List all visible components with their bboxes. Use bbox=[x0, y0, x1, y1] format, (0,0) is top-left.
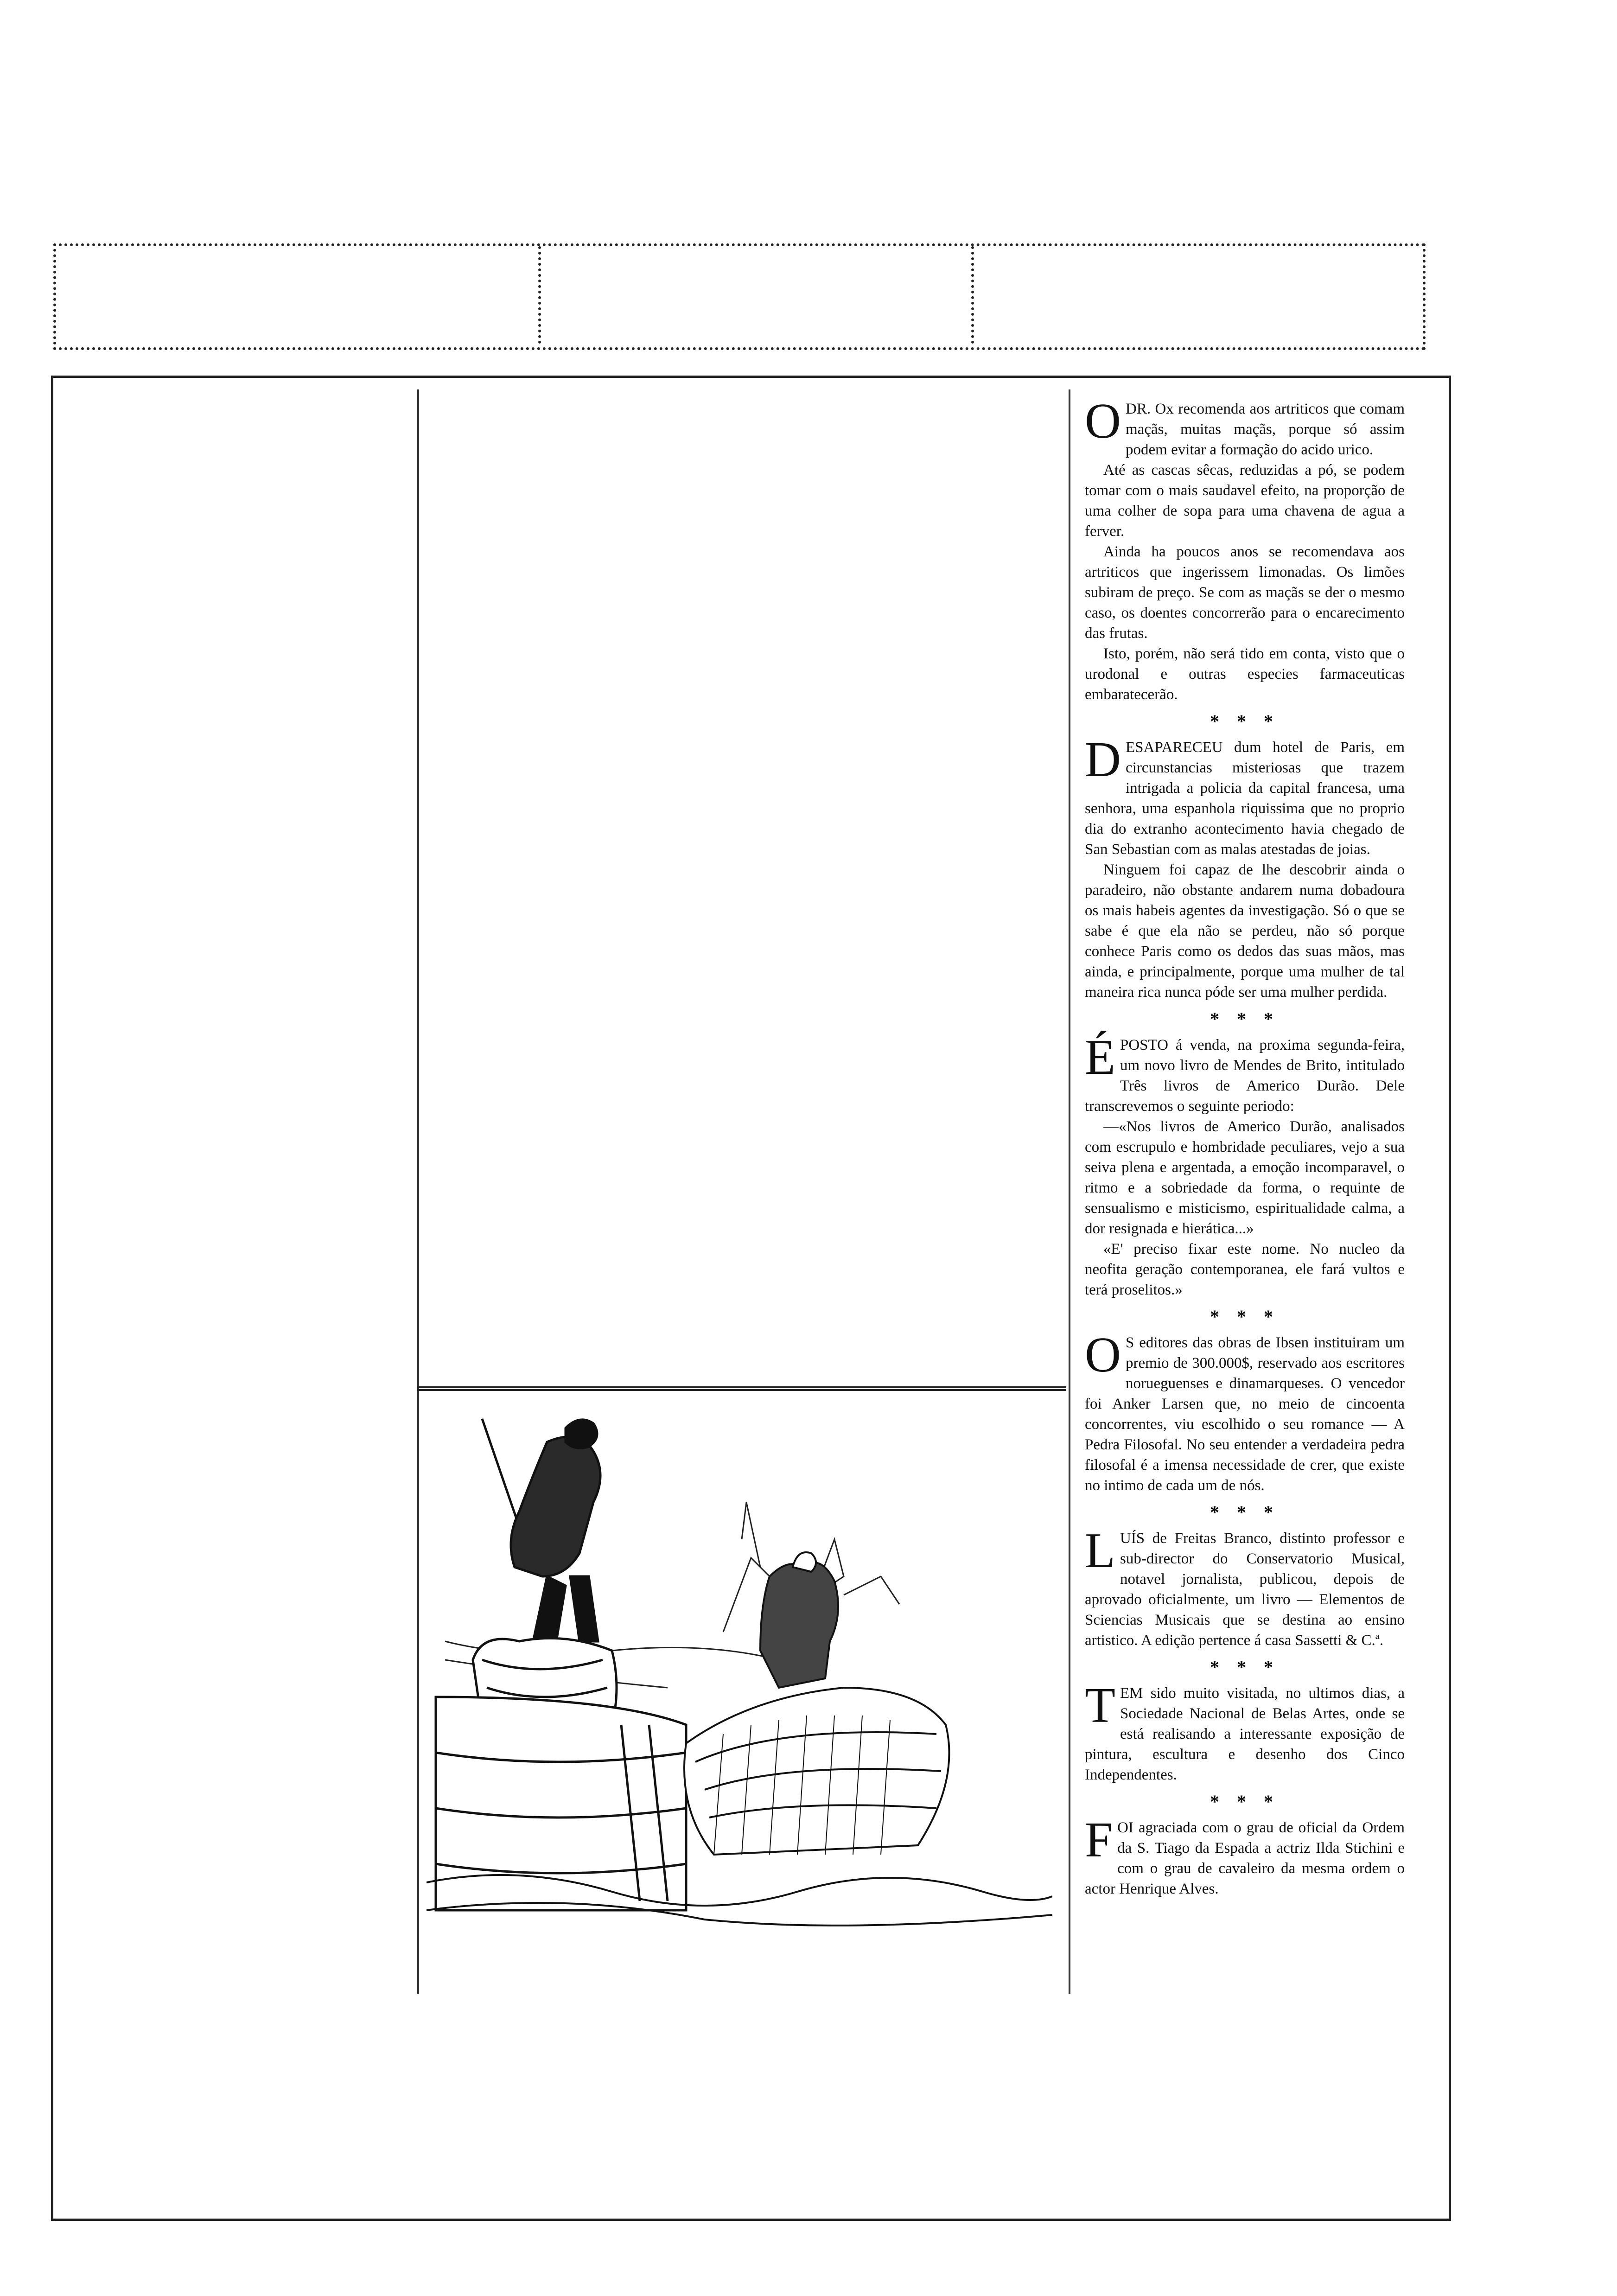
section-separator: * * * bbox=[1210, 1791, 1280, 1812]
section-rule bbox=[417, 1386, 1066, 1391]
column-paragraph bbox=[1085, 1239, 1405, 1300]
paragraph-text: EM sido muito visitada, no ultimos dias, a Sociedade Nacional de Belas Artes, onde se está realisando a interessante exposição de pintura, escultura e desenho dos Cinco Independentes. bbox=[1085, 1685, 1405, 1783]
column-paragraph bbox=[1085, 644, 1405, 705]
paragraph-text: —«Nos livros de Americo Durão, analisados com escrupulo e hombridade peculiares, vejo a sua seiva plena e argentada, a emoção incomparavel, o ritmo e a sobriedade da forma, o requinte de sensualismo e misticismo, espiritualidade calma, a dor resignada e hierática...» bbox=[1085, 1118, 1405, 1237]
paragraph-text: OI agraciada com o grau de oficial da Ordem da S. Tiago da Espada a actriz Ilda Stichini e com o grau de cavaleiro da mesma ordem o actor Henrique Alves. bbox=[1085, 1819, 1405, 1897]
drop-cap: L bbox=[1085, 1523, 1115, 1578]
paragraph-text: S editores das obras de Ibsen instituiram um premio de 300.000$, reservado aos escritores norueguenses e dinamarqueses. O vencedor foi Anker Larsen que, no meio de cincoenta concorrentes, viu escolhido o seu romance — A Pedra Filosofal. No seu entender a verdadeira pedra filosofal é a imensa necessidade de crer, que existe no intimo de cada um de nós. bbox=[1085, 1334, 1405, 1494]
info-right bbox=[983, 251, 1424, 344]
column-paragraph bbox=[1085, 732, 1405, 860]
left-column bbox=[81, 399, 489, 407]
paragraph-text: DR. Ox recomenda aos artriticos que comam maçãs, muitas maçãs, porque só assim podem evitar a formação do acido urico. bbox=[1126, 401, 1405, 458]
column-rule-left bbox=[417, 389, 419, 1994]
column-paragraph bbox=[1085, 1523, 1405, 1651]
column-paragraph bbox=[1085, 460, 1405, 542]
masthead-title bbox=[130, 51, 1372, 236]
paragraph-text: Ainda ha poucos anos se recomendava aos artriticos que ingerissem limonadas. Os limões subiram de preço. Se com as maçãs se der o mesmo caso, os doentes concorrerão para o encarecimento das frutas. bbox=[1085, 543, 1405, 642]
paragraph-text: UÍS de Freitas Branco, distinto professor e sub-director do Conservatorio Musical, notavel jornalista, publicou, depois de aprovado oficialmente, um livro — Elementos de Sciencias Musicais que se destina ao ensino artistico. A edição pertence á casa Sassetti & C.ª. bbox=[1085, 1530, 1405, 1649]
drop-cap: O bbox=[1085, 1327, 1121, 1383]
drop-cap: F bbox=[1085, 1812, 1113, 1868]
drop-cap: O bbox=[1085, 394, 1121, 449]
paragraph-text: «E' preciso fixar este nome. No nucleo da neofita geração contemporanea, ele fará vultos e terá proselitos.» bbox=[1085, 1241, 1405, 1298]
info-center bbox=[538, 246, 974, 344]
column-paragraph bbox=[1085, 542, 1405, 644]
section-separator: * * * bbox=[1210, 1008, 1280, 1029]
column-paragraph bbox=[1085, 1030, 1405, 1116]
column-paragraph bbox=[1085, 1327, 1405, 1496]
column-rule-right bbox=[1069, 389, 1070, 1994]
column-paragraph bbox=[1085, 1116, 1405, 1239]
column-paragraph bbox=[1085, 1678, 1405, 1785]
right-column bbox=[1085, 394, 1405, 1899]
paragraph-text: Até as cascas sêcas, reduzidas a pó, se podem tomar com o mais saudavel efeito, na proporção de uma colher de sopa para uma chavena de agua a ferver. bbox=[1085, 462, 1405, 540]
info-left bbox=[61, 251, 520, 344]
info-bar bbox=[53, 243, 1426, 350]
section-separator: * * * bbox=[1210, 711, 1280, 732]
cartoon-illustration bbox=[427, 1400, 1052, 1947]
paragraph-text: POSTO á venda, na proxima segunda-feira, um novo livro de Mendes de Brito, intitulado Três livros de Americo Durão. Dele transcrevemos o seguinte periodo: bbox=[1085, 1037, 1405, 1115]
paragraph-text: Ninguem foi capaz de lhe descobrir ainda o paradeiro, não obstante andarem numa dobadoura os mais habeis agentes da investigação. Só o que se sabe é que ela não se perdeu, não só porque conhece Paris como os dedos das suas mãos, mas ainda, e principalmente, porque uma mulher de tal maneira rica nunca póde ser uma mulher perdida. bbox=[1085, 861, 1405, 1001]
paragraph-text: ESAPARECEU dum hotel de Paris, em circunstancias misteriosas que trazem intrigada a policia da capital francesa, uma senhora, uma espanhola riquissima que no proprio dia do extranho acontecimento havia chegado de San Sebastian com as malas atestadas de joias. bbox=[1085, 739, 1405, 858]
column-paragraph bbox=[1085, 394, 1405, 460]
drop-cap: É bbox=[1085, 1030, 1115, 1085]
column-paragraph bbox=[1085, 860, 1405, 1002]
paragraph-text: Isto, porém, não será tido em conta, visto que o urodonal e outras especies farmaceuticas embaratecerão. bbox=[1085, 645, 1405, 703]
section-separator: * * * bbox=[1210, 1502, 1280, 1523]
drop-cap: T bbox=[1085, 1678, 1115, 1733]
section-separator: * * * bbox=[1210, 1657, 1280, 1677]
top-line bbox=[79, 5, 1414, 37]
drop-cap: D bbox=[1085, 732, 1121, 787]
column-paragraph bbox=[1085, 1812, 1405, 1899]
section-separator: * * * bbox=[1210, 1306, 1280, 1327]
